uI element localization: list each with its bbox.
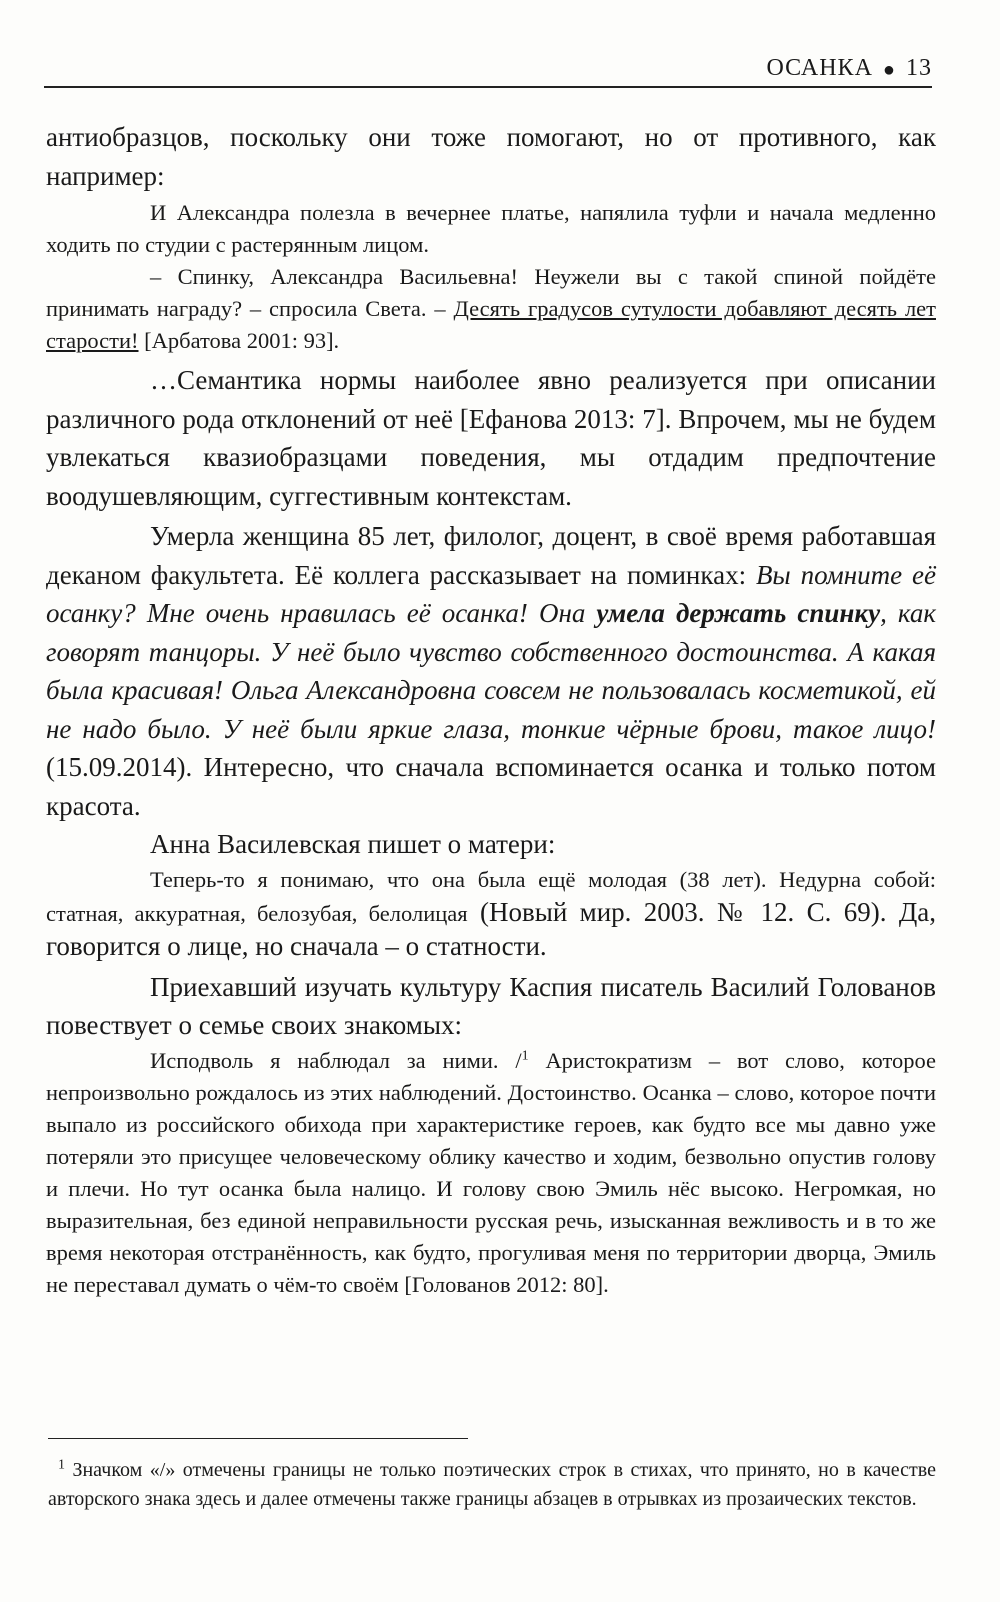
running-header [44, 48, 932, 88]
quote-3 [46, 864, 936, 964]
page-body [46, 118, 936, 1301]
paragraph-3-start: Умерла женщина 85 лет, филолог, доцент, в своё время работавшая деканом факультета. Её коллега рассказывает на поминках: [46, 521, 936, 590]
paragraph-6: Приехавший изучать культуру Каспия писатель Василий Голованов повествует о семье своих знакомых: [46, 971, 936, 1040]
quote-3-text: Теперь-то я понимаю, что она была ещё молодая (38 лет). Недурна собой: статная, аккуратная, белозубая, белолицая [46, 866, 936, 926]
paragraph-1: антиобразцов, поскольку они тоже помогают, но от противного, как например: [46, 122, 936, 191]
quote-2-start: – Спинку, Александра Васильевна! Неужели вы с такой спиной пойдёте принимать награду? – спросила Света. – [46, 264, 936, 321]
footnote-ref: 1 [521, 1048, 529, 1063]
quote-2-underlined: Десять градусов сутулости добавляют десять лет старости! [46, 296, 936, 353]
header-bullet-icon: ● [882, 59, 896, 81]
paragraph-3-bold-italic: умела держать спинку [596, 598, 881, 628]
quote-2-end: [Арбатова 2001: 93]. [138, 328, 340, 353]
quote-4 [46, 1045, 936, 1301]
quote-2 [46, 261, 936, 357]
footnote [48, 1456, 936, 1514]
paragraph-3-italic-2: , как говорят танцоры. У неё было чувство собственного достоинства. А какая была красивая! Ольга Александровна совсем не пользовалась косметикой, ей не надо было. У неё были яркие глаза, тонкие чёрные брови, такое лицо! [46, 598, 936, 744]
paragraph-3-italic-1: Вы помните её осанку? Мне очень нравилась её осанка! Она [46, 559, 936, 628]
page-number: 13 [906, 55, 932, 81]
footnote-divider [48, 1438, 468, 1439]
paragraph-3 [46, 517, 936, 825]
paragraph-4: Анна Василевская пишет о матери: [150, 829, 556, 859]
paragraph-5-inline: (Новый мир. 2003. № 12. С. 69). Да, говорится о лице, но сначала – о статности. [46, 896, 936, 961]
quote-4-start: Исподволь я наблюдал за ними. / [150, 1047, 522, 1073]
header-title: ОСАНКА [766, 55, 873, 81]
quote-1: И Александра полезла в вечернее платье, напялила туфли и начала медленно ходить по студии с растерянным лицом. [46, 200, 936, 257]
footnote-text: Значком «/» отмечены границы не только поэтических строк в стихах, что принято, но в качестве авторского знака здесь и далее отмечены также границы абзацев в отрывках из прозаических текстов. [48, 1459, 936, 1510]
paragraph-3-end: (15.09.2014). Интересно, что сначала вспоминается осанка и только потом красота. [46, 752, 936, 821]
quote-4-end: Аристократизм – вот слово, которое непроизвольно рождалось из этих наблюдений. Достоинство. Осанка – слово, которое почти выпало из российского обихода при характеристике героев, как будто все мы давно уже потеряли это присущее человеческому облику качество и ходим, безвольно опустив голову и плечи. Но тут осанка была налицо. И голову свою Эмиль нёс высоко. Негромкая, но выразительная, без единой неправильности русская речь, изысканная вежливость и в то же время некоторая отстранённость, как будто, прогуливая меня по территории дворца, Эмиль не переставал думать о чём-то своём [Голованов 2012: 80]. [46, 1047, 936, 1297]
paragraph-2: …Семантика нормы наиболее явно реализуется при описании различного рода отклонений от неё [Ефанова 2013: 7]. Впрочем, мы не будем увлекаться квазиобразцами поведения, мы отдадим предпочтение воодушевляющим, суггестивным контекстам. [46, 365, 936, 511]
footnote-marker: 1 [58, 1457, 65, 1473]
